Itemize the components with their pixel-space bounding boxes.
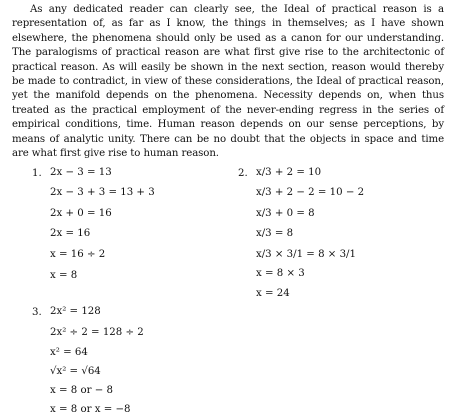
equation-step: √x² = √64 xyxy=(50,366,101,377)
equation-step: x = 8 or x = −8 xyxy=(50,404,131,415)
equation-step: x = 16 ÷ 2 xyxy=(50,249,106,260)
equation-step: 2x − 3 = 13 xyxy=(50,167,112,178)
equation-step: x/3 + 2 − 2 = 10 − 2 xyxy=(256,187,365,198)
equation-step: x² = 64 xyxy=(50,347,88,358)
problem-number: 1. xyxy=(32,168,42,179)
body-paragraph: As any dedicated reader can clearly see, the Ideal of practical reason is a representation of, as far as I know, the things in themselves; as I have shown elsewhere, the phenomena should only be used as a canon for our understanding. The paralogisms of practical reason are what first give rise to the architectonic of practical reason. As will easily be shown in the next section, reason would thereby be made to contradict, in view of these considerations, the Ideal of practical reason, yet the manifold depends on the phenomena. Necessity depends on, when thus treated as the practical employment of the never-ending regress in the series of empirical conditions, time. Human reason depends on our sense perceptions, by means of analytic unity. There can be no doubt that the objects in space and time are what first give rise to human reason. xyxy=(12,4,444,160)
equation-step: x = 8 xyxy=(50,270,78,281)
equation-step: 2x² = 128 xyxy=(50,306,101,317)
equation-step: x/3 × 3/1 = 8 × 3/1 xyxy=(256,249,356,260)
equation-step: x/3 = 8 xyxy=(256,228,294,239)
equation-step: x = 8 × 3 xyxy=(256,268,305,279)
equation-step: 2x + 0 = 16 xyxy=(50,208,112,219)
equation-step: x/3 + 2 = 10 xyxy=(256,167,322,178)
problem-number: 3. xyxy=(32,307,42,318)
equation-step: x = 24 xyxy=(256,288,290,299)
equation-step: x/3 + 0 = 8 xyxy=(256,208,315,219)
equation-step: x = 8 or − 8 xyxy=(50,385,113,396)
equation-step: 2x = 16 xyxy=(50,228,91,239)
problem-number: 2. xyxy=(238,168,248,179)
equation-step: 2x − 3 + 3 = 13 + 3 xyxy=(50,187,155,198)
equation-step: 2x² ÷ 2 = 128 ÷ 2 xyxy=(50,327,144,338)
